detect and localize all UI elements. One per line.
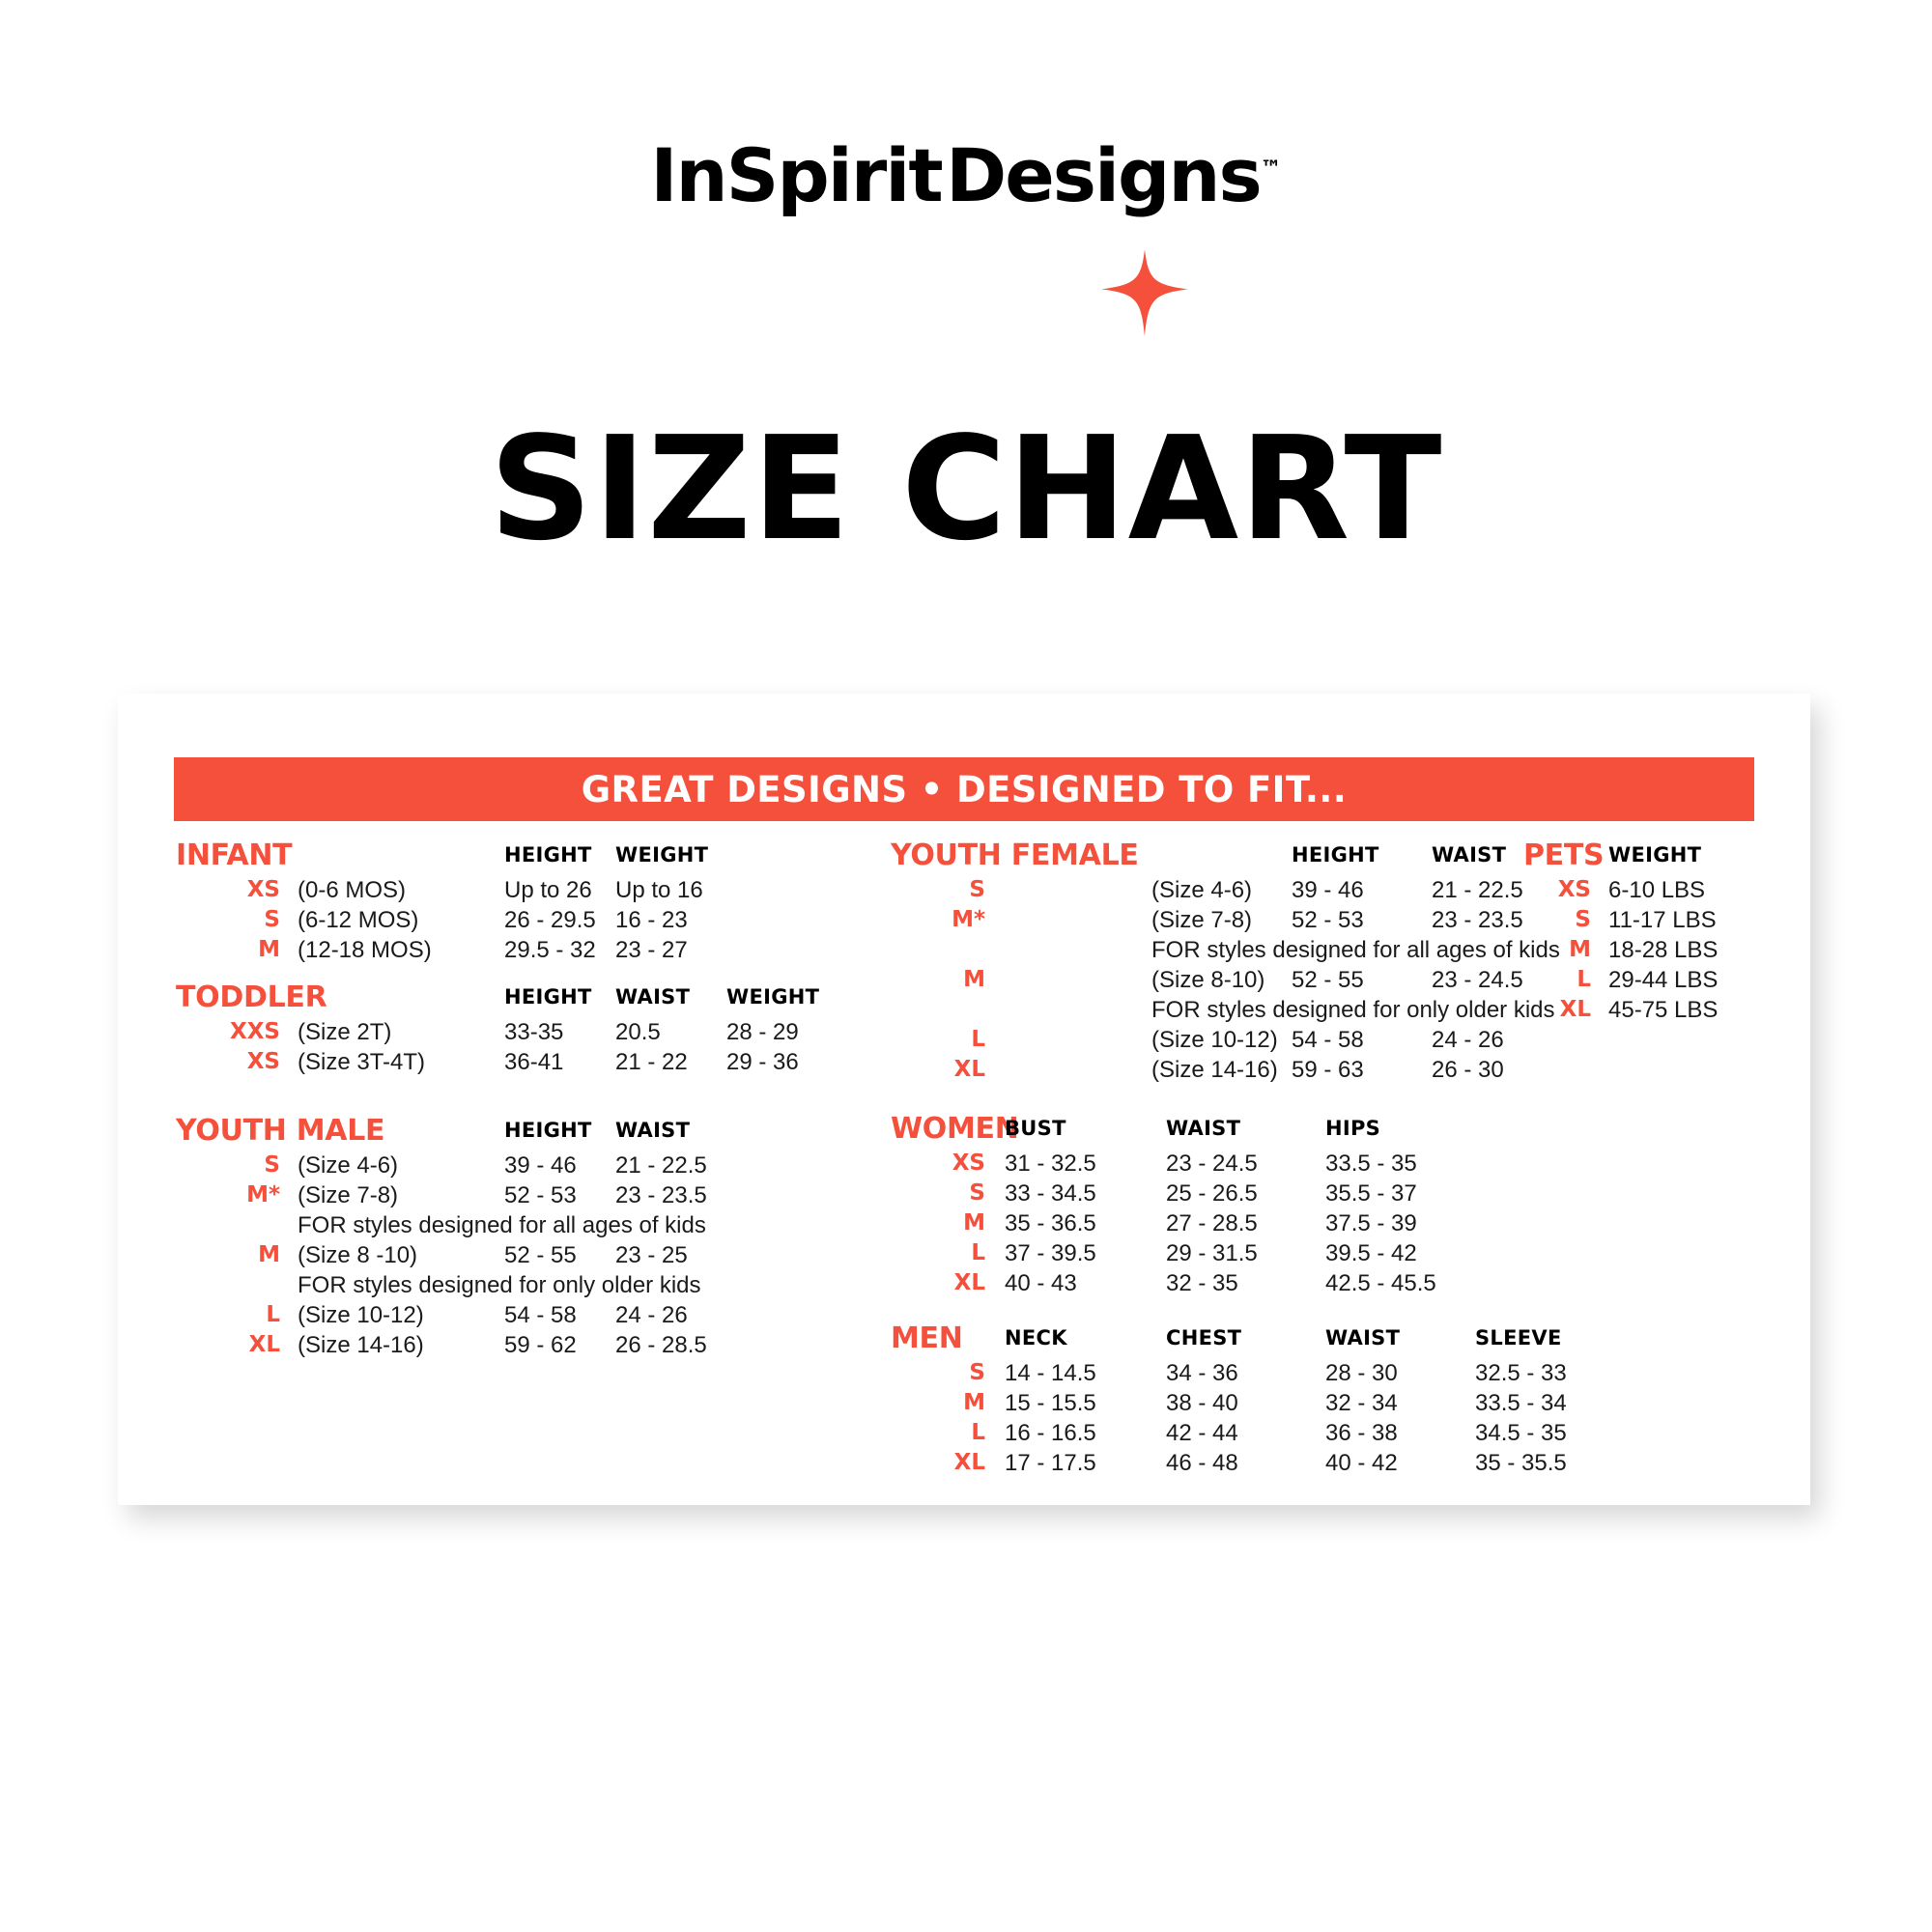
weight-value: 29-44 LBS <box>1608 967 1719 993</box>
brand-name-line2-wrap <box>946 132 1282 218</box>
size-label: S <box>969 1360 985 1385</box>
table-row <box>891 1360 1567 1390</box>
group-women-header <box>891 1112 1509 1151</box>
group-youth-female-col-height: HEIGHT <box>1292 843 1379 867</box>
size-label: M* <box>246 1182 280 1208</box>
age-value: (6-12 MOS) <box>298 907 419 933</box>
height-value: 52 - 53 <box>504 1182 577 1208</box>
group-men-title: MEN <box>891 1321 963 1355</box>
size-label: S <box>969 877 985 902</box>
trademark-symbol: ™ <box>1260 156 1282 182</box>
size-label: XS <box>246 1049 280 1074</box>
size-label: S <box>1575 907 1591 932</box>
size-label: L <box>266 1302 280 1327</box>
table-row <box>176 877 852 907</box>
height-value: 59 - 62 <box>504 1332 577 1358</box>
table-row <box>891 1390 1567 1420</box>
group-toddler-col-waist: WAIST <box>615 985 691 1009</box>
brand-name-line2: Designs <box>946 132 1261 218</box>
table-row <box>1523 967 1784 997</box>
table-row <box>1523 997 1784 1027</box>
group-toddler-col-height: HEIGHT <box>504 985 592 1009</box>
hips-value: 33.5 - 35 <box>1325 1151 1417 1177</box>
group-women-col-hips: HIPS <box>1325 1117 1381 1140</box>
table-row <box>176 937 852 967</box>
neck-value: 15 - 15.5 <box>1005 1390 1096 1416</box>
group-youth-male-col-waist: WAIST <box>615 1119 691 1142</box>
waist-value: 32 - 35 <box>1166 1270 1238 1296</box>
group-women-col-bust: BUST <box>1005 1117 1066 1140</box>
group-toddler <box>176 980 852 1079</box>
size-label: XL <box>953 1450 985 1475</box>
weight-value: 6-10 LBS <box>1608 877 1706 903</box>
size-label: XS <box>1557 877 1591 902</box>
waist-value: 28 - 30 <box>1325 1360 1398 1386</box>
height-value: 52 - 55 <box>504 1242 577 1268</box>
group-youth-male-header <box>176 1114 852 1152</box>
hips-value: 39.5 - 42 <box>1325 1240 1417 1266</box>
waist-value: 26 - 28.5 <box>615 1332 707 1358</box>
size-label: M <box>1569 937 1591 962</box>
table-row <box>176 1182 852 1212</box>
waist-value: 36 - 38 <box>1325 1420 1398 1446</box>
size-label: M <box>963 967 985 992</box>
chest-value: 42 - 44 <box>1166 1420 1238 1446</box>
table-row <box>891 967 1523 997</box>
weight-value: 11-17 LBS <box>1608 907 1717 933</box>
group-toddler-header <box>176 980 852 1019</box>
size-label: M <box>963 1390 985 1415</box>
group-men-col-neck: NECK <box>1005 1326 1067 1350</box>
waist-value: 29 - 31.5 <box>1166 1240 1258 1266</box>
note-text: FOR styles designed for all ages of kids <box>298 1212 706 1238</box>
height-value: 26 - 29.5 <box>504 907 596 933</box>
waist-value: 21 - 22.5 <box>615 1152 707 1179</box>
weight-value: Up to 16 <box>615 877 703 903</box>
hips-value: 42.5 - 45.5 <box>1325 1270 1436 1296</box>
group-women-col-waist: WAIST <box>1166 1117 1241 1140</box>
group-infant <box>176 838 852 967</box>
age-value: (Size 7-8) <box>298 1182 399 1208</box>
waist-value: 21 - 22 <box>615 1049 688 1075</box>
height-value: 54 - 58 <box>1292 1027 1364 1053</box>
weight-value: 28 - 29 <box>726 1019 799 1045</box>
height-value: 54 - 58 <box>504 1302 577 1328</box>
age-value: (Size 4-6) <box>1151 877 1253 903</box>
table-note <box>891 997 1555 1027</box>
hips-value: 37.5 - 39 <box>1325 1210 1417 1236</box>
weight-value: 18-28 LBS <box>1608 937 1719 963</box>
group-youth-female-header <box>891 838 1509 877</box>
note-text: FOR styles designed for only older kids <box>1151 997 1555 1023</box>
group-infant-header <box>176 838 852 877</box>
size-label: S <box>969 1180 985 1206</box>
group-men <box>891 1321 1567 1480</box>
table-row <box>891 1180 1509 1210</box>
weight-value: 45-75 LBS <box>1608 997 1719 1023</box>
age-value: (Size 10-12) <box>298 1302 424 1328</box>
group-women-title: WOMEN <box>891 1112 1019 1146</box>
waist-value: 32 - 34 <box>1325 1390 1398 1416</box>
age-value: (Size 10-12) <box>1151 1027 1278 1053</box>
weight-value: 23 - 27 <box>615 937 688 963</box>
size-label: XL <box>1559 997 1591 1022</box>
table-note <box>891 937 1560 967</box>
hips-value: 35.5 - 37 <box>1325 1180 1417 1207</box>
table-note <box>176 1272 852 1302</box>
size-label: M <box>258 937 280 962</box>
group-infant-col-height: HEIGHT <box>504 843 592 867</box>
bust-value: 33 - 34.5 <box>1005 1180 1096 1207</box>
table-row <box>176 1049 852 1079</box>
table-row <box>176 1152 852 1182</box>
table-row <box>891 877 1523 907</box>
height-value: 52 - 53 <box>1292 907 1364 933</box>
group-infant-col-weight: WEIGHT <box>615 843 709 867</box>
group-pets-title: PETS <box>1523 838 1605 872</box>
size-label: XL <box>953 1270 985 1295</box>
size-label: XXS <box>229 1019 280 1044</box>
waist-value: 23 - 25 <box>615 1242 688 1268</box>
chest-value: 46 - 48 <box>1166 1450 1238 1476</box>
table-row <box>176 1302 852 1332</box>
height-value: 59 - 63 <box>1292 1057 1364 1083</box>
neck-value: 14 - 14.5 <box>1005 1360 1096 1386</box>
waist-value: 26 - 30 <box>1432 1057 1504 1083</box>
age-value: (Size 7-8) <box>1151 907 1253 933</box>
group-pets <box>1523 838 1784 1027</box>
waist-value: 23 - 24.5 <box>1432 967 1523 993</box>
age-value: (Size 3T-4T) <box>298 1049 426 1075</box>
size-label: L <box>1577 967 1591 992</box>
size-label: XS <box>246 877 280 902</box>
table-row <box>891 1057 1509 1087</box>
waist-value: 25 - 26.5 <box>1166 1180 1258 1207</box>
sleeve-value: 33.5 - 34 <box>1475 1390 1567 1416</box>
waist-value: 24 - 26 <box>615 1302 688 1328</box>
group-men-col-sleeve: SLEEVE <box>1475 1326 1562 1350</box>
group-pets-col-weight: WEIGHT <box>1608 843 1702 867</box>
size-label: S <box>264 1152 280 1178</box>
age-value: (0-6 MOS) <box>298 877 407 903</box>
column-right <box>1523 838 1784 1033</box>
table-row <box>891 1450 1567 1480</box>
waist-value: 27 - 28.5 <box>1166 1210 1258 1236</box>
age-value: (Size 4-6) <box>298 1152 399 1179</box>
waist-value: 23 - 23.5 <box>1432 907 1523 933</box>
waist-value: 40 - 42 <box>1325 1450 1398 1476</box>
table-row <box>891 1027 1509 1057</box>
waist-value: 23 - 23.5 <box>615 1182 707 1208</box>
table-row <box>1523 907 1784 937</box>
group-toddler-col-weight: WEIGHT <box>726 985 820 1009</box>
age-value: (12-18 MOS) <box>298 937 432 963</box>
height-value: 39 - 46 <box>504 1152 577 1179</box>
age-value: (Size 8-10) <box>1151 967 1265 993</box>
group-pets-header <box>1523 838 1784 877</box>
table-note <box>176 1212 852 1242</box>
page-title: SIZE CHART <box>489 406 1443 572</box>
group-infant-title: INFANT <box>176 838 293 872</box>
chest-value: 34 - 36 <box>1166 1360 1238 1386</box>
bust-value: 40 - 43 <box>1005 1270 1077 1296</box>
weight-value: 29 - 36 <box>726 1049 799 1075</box>
table-row <box>891 1151 1509 1180</box>
height-value: 52 - 55 <box>1292 967 1364 993</box>
age-value: (Size 2T) <box>298 1019 392 1045</box>
size-label: XS <box>952 1151 985 1176</box>
group-men-col-waist: WAIST <box>1325 1326 1401 1350</box>
column-left <box>176 838 852 1368</box>
table-row <box>891 1420 1567 1450</box>
group-youth-female-title: YOUTH FEMALE <box>891 838 1139 872</box>
brand-logo <box>0 126 1932 218</box>
size-label: XL <box>248 1332 280 1357</box>
height-value: 36-41 <box>504 1049 564 1075</box>
group-men-col-chest: CHEST <box>1166 1326 1242 1350</box>
size-chart-card <box>118 694 1810 1505</box>
table-row <box>891 1240 1509 1270</box>
age-value: (Size 14-16) <box>298 1332 424 1358</box>
age-value: (Size 8 -10) <box>298 1242 418 1268</box>
waist-value: 20.5 <box>615 1019 661 1045</box>
table-row <box>891 907 1523 937</box>
brand-name-line1: InSpirit <box>650 132 942 218</box>
height-value: 39 - 46 <box>1292 877 1364 903</box>
group-youth-male-col-height: HEIGHT <box>504 1119 592 1142</box>
height-value: 33-35 <box>504 1019 564 1045</box>
sleeve-value: 32.5 - 33 <box>1475 1360 1567 1386</box>
waist-value: 23 - 24.5 <box>1166 1151 1258 1177</box>
sleeve-value: 34.5 - 35 <box>1475 1420 1567 1446</box>
size-label: M <box>963 1210 985 1236</box>
group-youth-female-col-waist: WAIST <box>1432 843 1507 867</box>
group-women <box>891 1112 1509 1300</box>
bust-value: 37 - 39.5 <box>1005 1240 1096 1266</box>
group-youth-male <box>176 1114 852 1362</box>
weight-value: 16 - 23 <box>615 907 688 933</box>
table-row <box>176 1019 852 1049</box>
size-label: M* <box>952 907 985 932</box>
table-row <box>1523 877 1784 907</box>
sleeve-value: 35 - 35.5 <box>1475 1450 1567 1476</box>
chart-columns <box>118 838 1810 1495</box>
size-label: L <box>971 1027 985 1052</box>
bust-value: 31 - 32.5 <box>1005 1151 1096 1177</box>
height-value: Up to 26 <box>504 877 592 903</box>
neck-value: 17 - 17.5 <box>1005 1450 1096 1476</box>
bust-value: 35 - 36.5 <box>1005 1210 1096 1236</box>
waist-value: 21 - 22.5 <box>1432 877 1523 903</box>
table-row <box>1523 937 1784 967</box>
size-label: M <box>258 1242 280 1267</box>
size-label: S <box>264 907 280 932</box>
neck-value: 16 - 16.5 <box>1005 1420 1096 1446</box>
table-row <box>891 1210 1509 1240</box>
table-row <box>176 907 852 937</box>
table-row <box>176 1332 852 1362</box>
four-point-star-icon <box>1101 249 1188 336</box>
group-toddler-title: TODDLER <box>176 980 327 1014</box>
size-label: L <box>971 1240 985 1265</box>
card-banner: GREAT DESIGNS • DESIGNED TO FIT... <box>174 757 1754 821</box>
waist-value: 24 - 26 <box>1432 1027 1504 1053</box>
age-value: (Size 14-16) <box>1151 1057 1278 1083</box>
note-text: FOR styles designed for only older kids <box>298 1272 701 1298</box>
size-label: L <box>971 1420 985 1445</box>
note-text: FOR styles designed for all ages of kids <box>1151 937 1560 963</box>
size-label: XL <box>953 1057 985 1082</box>
group-youth-female <box>891 838 1560 1087</box>
chest-value: 38 - 40 <box>1166 1390 1238 1416</box>
table-row <box>891 1270 1509 1300</box>
group-youth-male-title: YOUTH MALE <box>176 1114 385 1148</box>
height-value: 29.5 - 32 <box>504 937 596 963</box>
table-row <box>176 1242 852 1272</box>
group-men-header <box>891 1321 1562 1360</box>
